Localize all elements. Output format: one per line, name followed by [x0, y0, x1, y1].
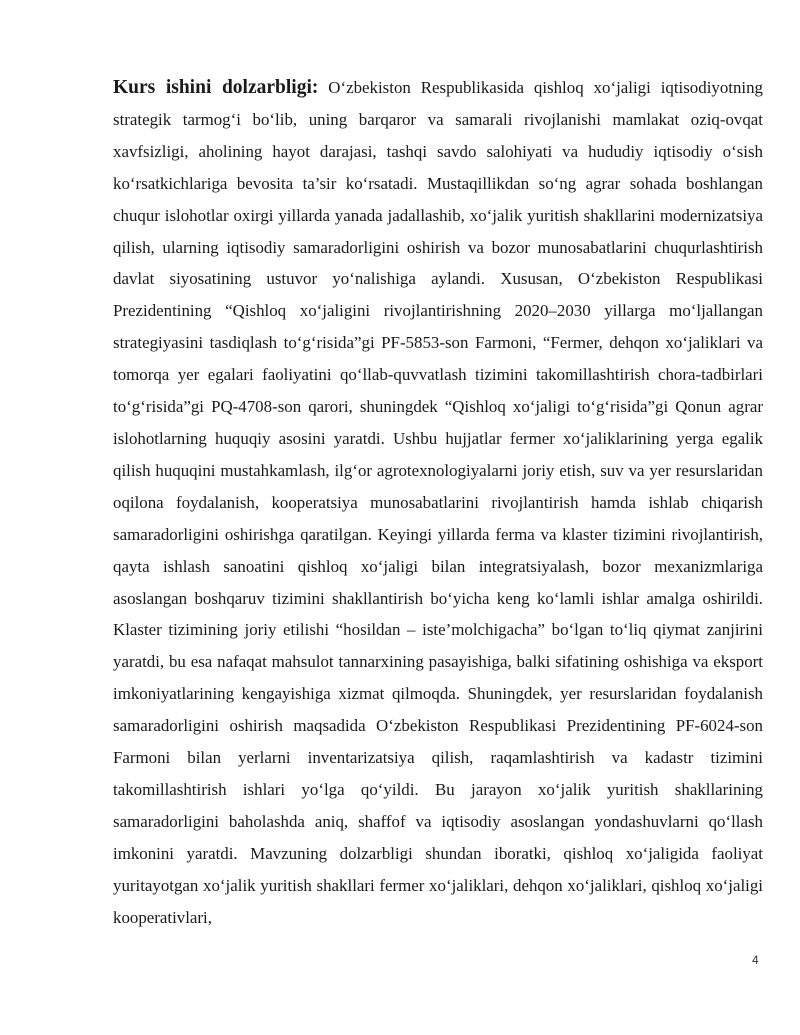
page-number: 4	[752, 953, 759, 967]
paragraph-text: O‘zbekiston Respublikasida qishloq xo‘jaligi iqtisodiyotning strategik tarmog‘i bo‘lib, uning barqaror va samarali rivojlanishi mamlakat oziq-ovqat xavfsizligi, aholining hayot darajasi, tashqi savdo salohiyati va hududiy iqtisodiy o‘sish ko‘rsatkichlariga bevosita ta’sir ko‘rsatadi. Mustaqillikdan so‘ng agrar sohada boshlangan chuqur islohotlar oxirgi yillarda yanada jadallashib, xo‘jalik yuritish shakllarini modernizatsiya qilish, ularning iqtisodiy samaradorligini oshirish va bozor munosabatlarini chuqurlashtirish davlat siyosatining ustuvor yo‘nalishiga aylandi. Xususan, O‘zbekiston Respublikasi Prezidentining “Qishloq xo‘jaligini rivojlantirishning 2020–2030 yillarga mo‘ljallangan strategiyasini tasdiqlash to‘g‘risida”gi PF-5853-son Farmoni, “Fermer, dehqon xo‘jaliklari va tomorqa yer egalari faoliyatini qo‘llab-quvvatlash tizimini takomillashtirish chora-tadbirlari to‘g‘risida”gi PQ-4708-son qarori, shuningdek “Qishloq xo‘jaligi to‘g‘risida”gi Qonun agrar islohotlarning huquqiy asosini yaratdi. Ushbu hujjatlar fermer xo‘jaliklarining yerga egalik qilish huquqini mustahkamlash, ilg‘or agrotexnologiyalarni joriy etish, suv va yer resurslaridan oqilona foydalanish, kooperatsiya munosabatlarini rivojlantirish hamda ishlab chiqarish samaradorligini oshirishga qaratilgan. Keyingi yillarda ferma va klaster tizimini rivojlantirish, qayta ishlash sanoatini qishloq xo‘jaligi bilan integratsiyalash, bozor mexanizmlariga asoslangan boshqaruv tizimini shakllantirish bo‘yicha keng ko‘lamli ishlar amalga oshirildi. Klaster tizimining joriy etilishi “hosildan – iste’molchigacha” bo‘lgan to‘liq qiymat zanjirini yaratdi, bu esa nafaqat mahsulot tannarxining pasayishiga, balki sifatining oshishiga va eksport imkoniyatlarining kengayishiga xizmat qilmoqda. Shuningdek, yer resurslaridan foydalanish samaradorligini oshirish maqsadida O‘zbekiston Respublikasi Prezidentining PF-6024-son Farmoni bilan yerlarni inventarizatsiya qilish, raqamlashtirish va kadastr tizimini takomillashtirish ishlari yo‘lga qo‘yildi. Bu jarayon xo‘jalik yuritish shakllarining samaradorligini baholashda aniq, shaffof va iqtisodiy asoslangan yondashuvlarni qo‘llash imkonini yaratdi. Mavzuning dolzarbligi shundan iboratki, qishloq xo‘jaligida faoliyat yuritayotgan xo‘jalik yuritish shakllari fermer xo‘jaliklari, dehqon xo‘jaliklari, qishloq xo‘jaligi kooperativlari,	[113, 78, 764, 927]
section-heading: Kurs ishini dolzarbligi:	[113, 77, 319, 98]
body-paragraph	[113, 72, 763, 933]
